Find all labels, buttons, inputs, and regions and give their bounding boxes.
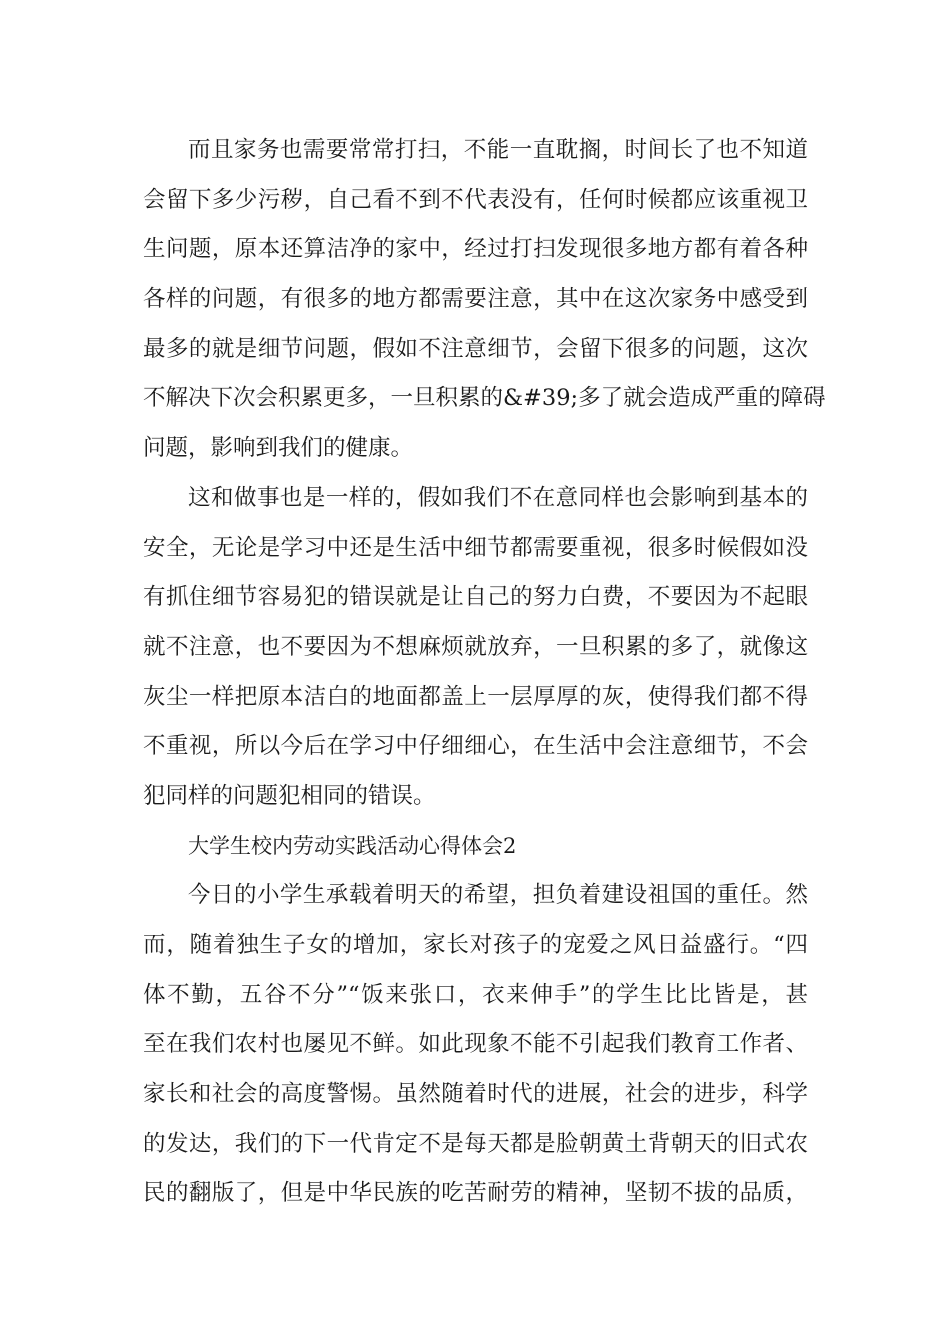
text-line: 不重视，所以今后在学习中仔细细心，在生活中会注意细节，不会: [143, 733, 808, 760]
text-line: 家长和社会的高度警惕。虽然随着时代的进展，社会的进步，科学: [143, 1081, 808, 1108]
paragraph-1: [143, 126, 826, 474]
text-line: 各样的问题，有很多的地方都需要注意，其中在这次家务中感受到: [143, 286, 808, 313]
text-line: 而，随着独生子女的增加，家长对孩子的宠爱之风日益盛行。“四: [143, 932, 808, 958]
text-line: 生问题，原本还算洁净的家中，经过打扫发现很多地方都有着各种: [143, 236, 808, 263]
text-line: 至在我们农村也屡见不鲜。如此现象不能不引起我们教育工作者、: [143, 1031, 808, 1058]
text-line: 民的翻版了，但是中华民族的吃苦耐劳的精神，坚韧不拔的品质，: [143, 1180, 808, 1207]
text-line: 而且家务也需要常常打扫，不能一直耽搁，时间长了也不知道: [188, 137, 808, 163]
text-line: 问题，影响到我们的健康。: [143, 435, 414, 462]
text-line: 就不注意，也不要因为不想麻烦就放弃，一旦积累的多了，就像这: [143, 633, 808, 660]
text-line: 最多的就是细节问题，假如不注意细节，会留下很多的问题，这次: [143, 335, 808, 362]
text-line: 有抓住细节容易犯的错误就是让自己的努力白费，不要因为不起眼: [143, 584, 808, 611]
text-line: 这和做事也是一样的，假如我们不在意同样也会影响到基本的: [188, 484, 808, 511]
text-line: 安全，无论是学习中还是生活中细节都需要重视，很多时候假如没: [143, 534, 808, 561]
paragraph-3: [143, 871, 808, 1219]
text-line: 的发达，我们的下一代肯定不是每天都是脸朝黄土背朝天的旧式农: [143, 1130, 808, 1157]
text-line: 会留下多少污秽，自己看不到不代表没有，任何时候都应该重视卫: [143, 186, 808, 213]
text-line: 犯同样的问题犯相同的错误。: [143, 782, 436, 809]
document-body: [143, 126, 826, 1219]
section-heading: [143, 822, 808, 872]
text-line: 今日的小学生承载着明天的希望，担负着建设祖国的重任。然: [188, 882, 808, 909]
section-title: 大学生校内劳动实践活动心得体会2: [188, 833, 517, 858]
paragraph-2: [143, 474, 808, 822]
text-line: 不解决下次会积累更多，一旦积累的&#39;多了就会造成严重的障碍: [143, 385, 826, 412]
text-line: 灰尘一样把原本洁白的地面都盖上一层厚厚的灰，使得我们都不得: [143, 683, 808, 710]
text-line: 体不勤，五谷不分”“饭来张口，衣来伸手”的学生比比皆是，甚: [143, 981, 808, 1008]
